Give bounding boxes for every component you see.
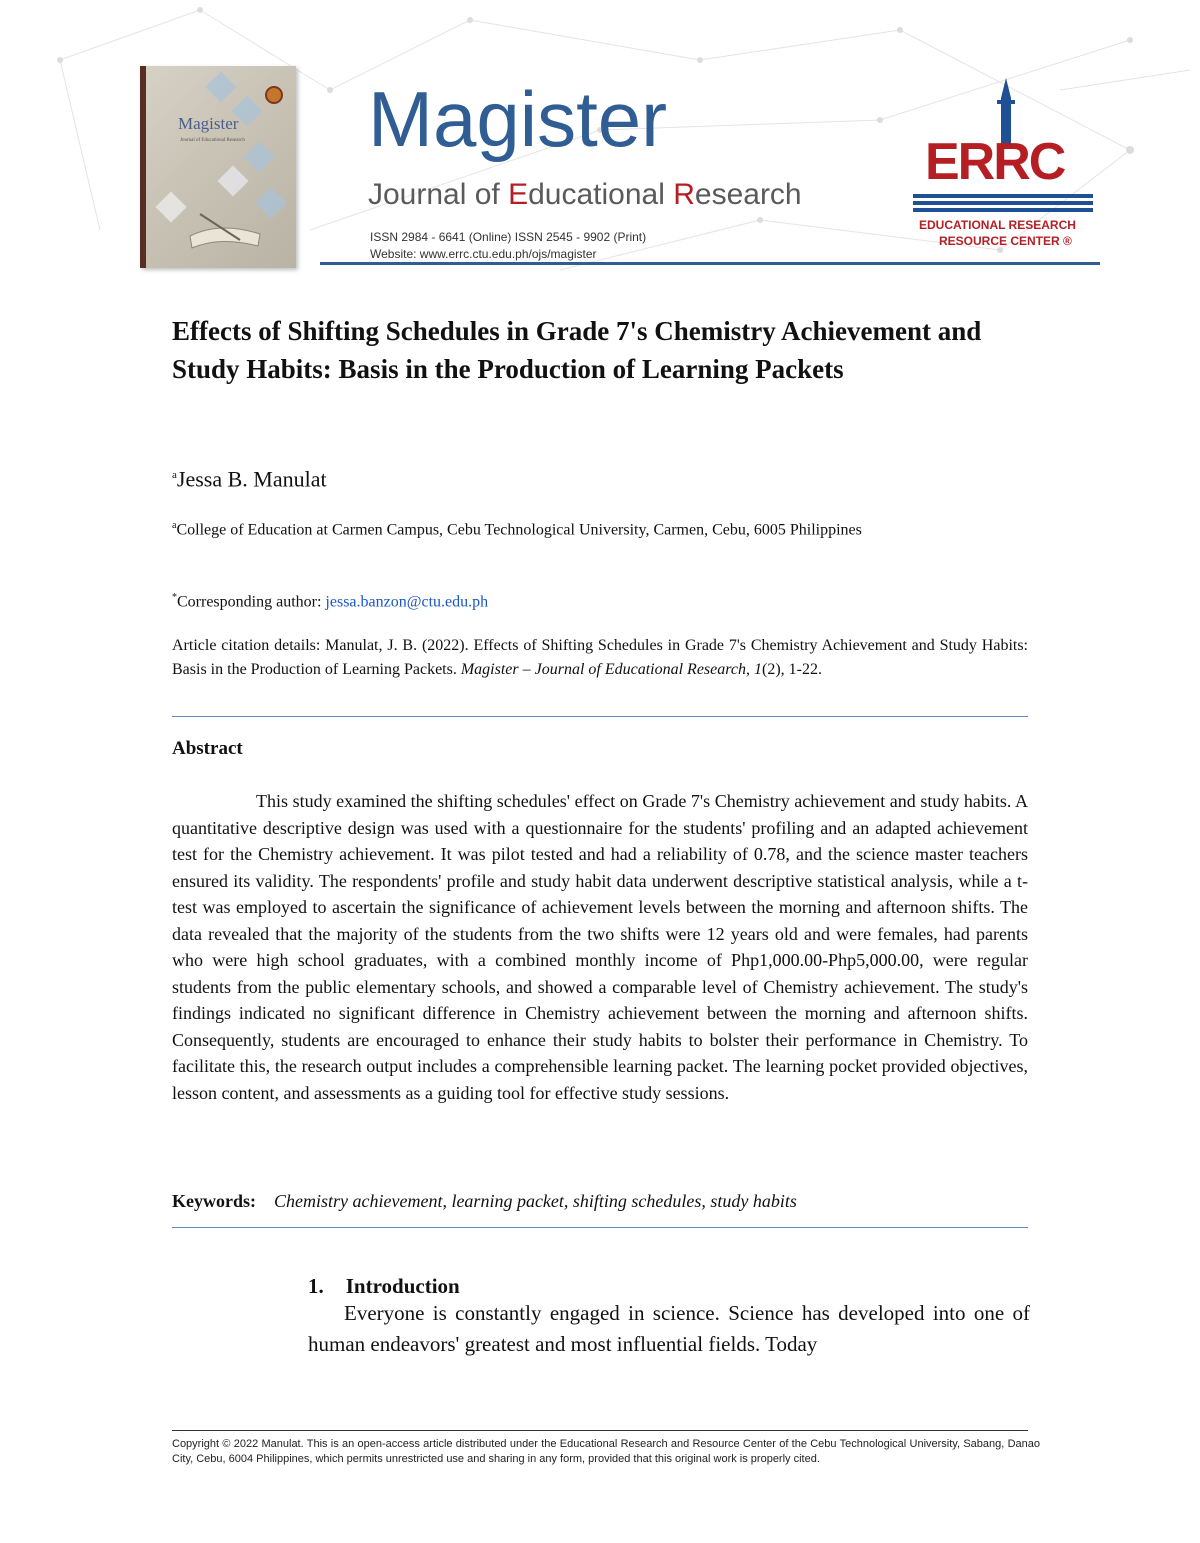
cover-title: Magister <box>178 114 239 133</box>
affiliation <box>172 514 1028 542</box>
journal-subtitle-initial: E <box>508 178 529 211</box>
author-line <box>172 460 327 494</box>
errc-logo <box>905 78 1105 258</box>
journal-subtitle-part: Journal of <box>368 178 509 211</box>
journal-cover-image <box>140 66 296 268</box>
cover-diamond <box>205 71 236 102</box>
cover-diamond <box>217 165 248 196</box>
journal-subtitle-part: ducational <box>528 178 674 211</box>
website-line: Website: www.errc.ctu.edu.ph/ojs/magister <box>370 247 597 261</box>
citation-separator: , <box>745 661 754 678</box>
cover-scroll-quill-icon <box>180 206 270 256</box>
abstract-body: This study examined the shifting schedules' effect on Grade 7's Chemistry achievement and study habits. A quantitative descriptive design was used with a questionnaire for the students' profiling and an adapted achievement test for the Chemistry achievement. It was pilot tested and had a reliability of 0.78, and the science master teachers ensured its validity. The respondents' profile and study habit data underwent descriptive statistical analysis, while a t-test was employed to ascertain the significance of achievement levels between the morning and afternoon shifts. The data revealed that the majority of the students from the two shifts were 12 years old and were females, had parents who were high school graduates, with a combined monthly income of Php1,000.00-Php5,000.00, were regular students from the public elementary schools, and showed a comparable level of Chemistry achievement. The study's findings indicated no significant difference in Chemistry achievement between the morning and afternoon shifts. Consequently, students are encouraged to enhance their study habits to bolster their performance in Chemistry. To facilitate this, the research output includes a comprehensible learning packet. The learning pocket provided objectives, lesson content, and assessments as a guiding tool for effective study sessions. <box>172 791 1028 1103</box>
errc-logo-bars <box>913 194 1093 215</box>
errc-logo-label: RESOURCE CENTER ® <box>939 234 1072 248</box>
section-divider <box>172 1227 1028 1228</box>
section-title: Introduction <box>345 1274 460 1298</box>
keywords-label: Keywords: <box>172 1191 256 1211</box>
citation-details <box>172 634 1028 682</box>
affiliation-superscript: a <box>172 520 177 531</box>
issn-line: ISSN 2984 - 6641 (Online) ISSN 2545 - 9902 (Print) <box>370 230 647 244</box>
article-title: Effects of Shifting Schedules in Grade 7's Chemistry Achievement and Study Habits: Basis in the Production of Learning Packets <box>172 316 982 384</box>
journal-title: Magister <box>368 75 668 163</box>
corresponding-email-link[interactable]: jessa.banzon@ctu.edu.ph <box>325 593 489 611</box>
introduction-body: Everyone is constantly engaged in science. Science has developed into one of human endeavors' greatest and most influential fields. Today <box>308 1301 1030 1356</box>
footer-rule <box>172 1430 1028 1431</box>
corresponding-superscript: * <box>172 592 177 603</box>
section-divider <box>172 716 1028 717</box>
cover-seal-icon <box>265 86 283 104</box>
corresponding-author <box>172 586 488 614</box>
cover-subtitle: Journal of Educational Research <box>180 138 245 143</box>
abstract-heading: Abstract <box>172 738 243 759</box>
copyright-notice: Copyright © 2022 Manulat. This is an open-access article distributed under the Educational Research and Resource Center of the Cebu Technological University, Sabang, Danao City, Cebu, 6004 Philippines, which permits unrestricted use and sharing in any form, provided that this original work is properly cited. <box>172 1438 1040 1465</box>
journal-subtitle-part: esearch <box>694 178 802 211</box>
author-superscript: a <box>172 469 177 481</box>
header-divider <box>320 262 1100 265</box>
keywords-list: Chemistry achievement, learning packet, shifting schedules, study habits <box>274 1191 797 1211</box>
section-number: 1. <box>308 1274 324 1298</box>
keywords-line <box>172 1188 1028 1214</box>
citation-volume: 1 <box>753 661 762 678</box>
citation-journal: Magister – Journal of Educational Research <box>460 661 746 678</box>
journal-header-banner <box>0 0 1200 290</box>
author-name: Jessa B. Manulat <box>176 466 327 492</box>
errc-logo-label: EDUCATIONAL RESEARCH <box>919 218 1076 232</box>
citation-text: Article citation details: Manulat, J. B. (2022). Effects of Shifting Schedules in Grade 7's Chemistry Achievement and Study Habits: Basis in the Production of Learning Packets. <box>172 637 1028 678</box>
introduction-heading <box>308 1272 460 1300</box>
cover-spine <box>140 66 146 268</box>
citation-issue: (2), 1-22. <box>761 661 822 678</box>
affiliation-text: College of Education at Carmen Campus, Cebu Technological University, Carmen, Cebu, 6005 Philippines <box>176 521 862 539</box>
cover-diamond <box>243 141 274 172</box>
journal-subtitle <box>368 177 802 213</box>
journal-subtitle-initial: R <box>673 178 695 211</box>
errc-logo-text: ERRC <box>925 133 1065 191</box>
corresponding-label: Corresponding author: <box>177 593 326 611</box>
